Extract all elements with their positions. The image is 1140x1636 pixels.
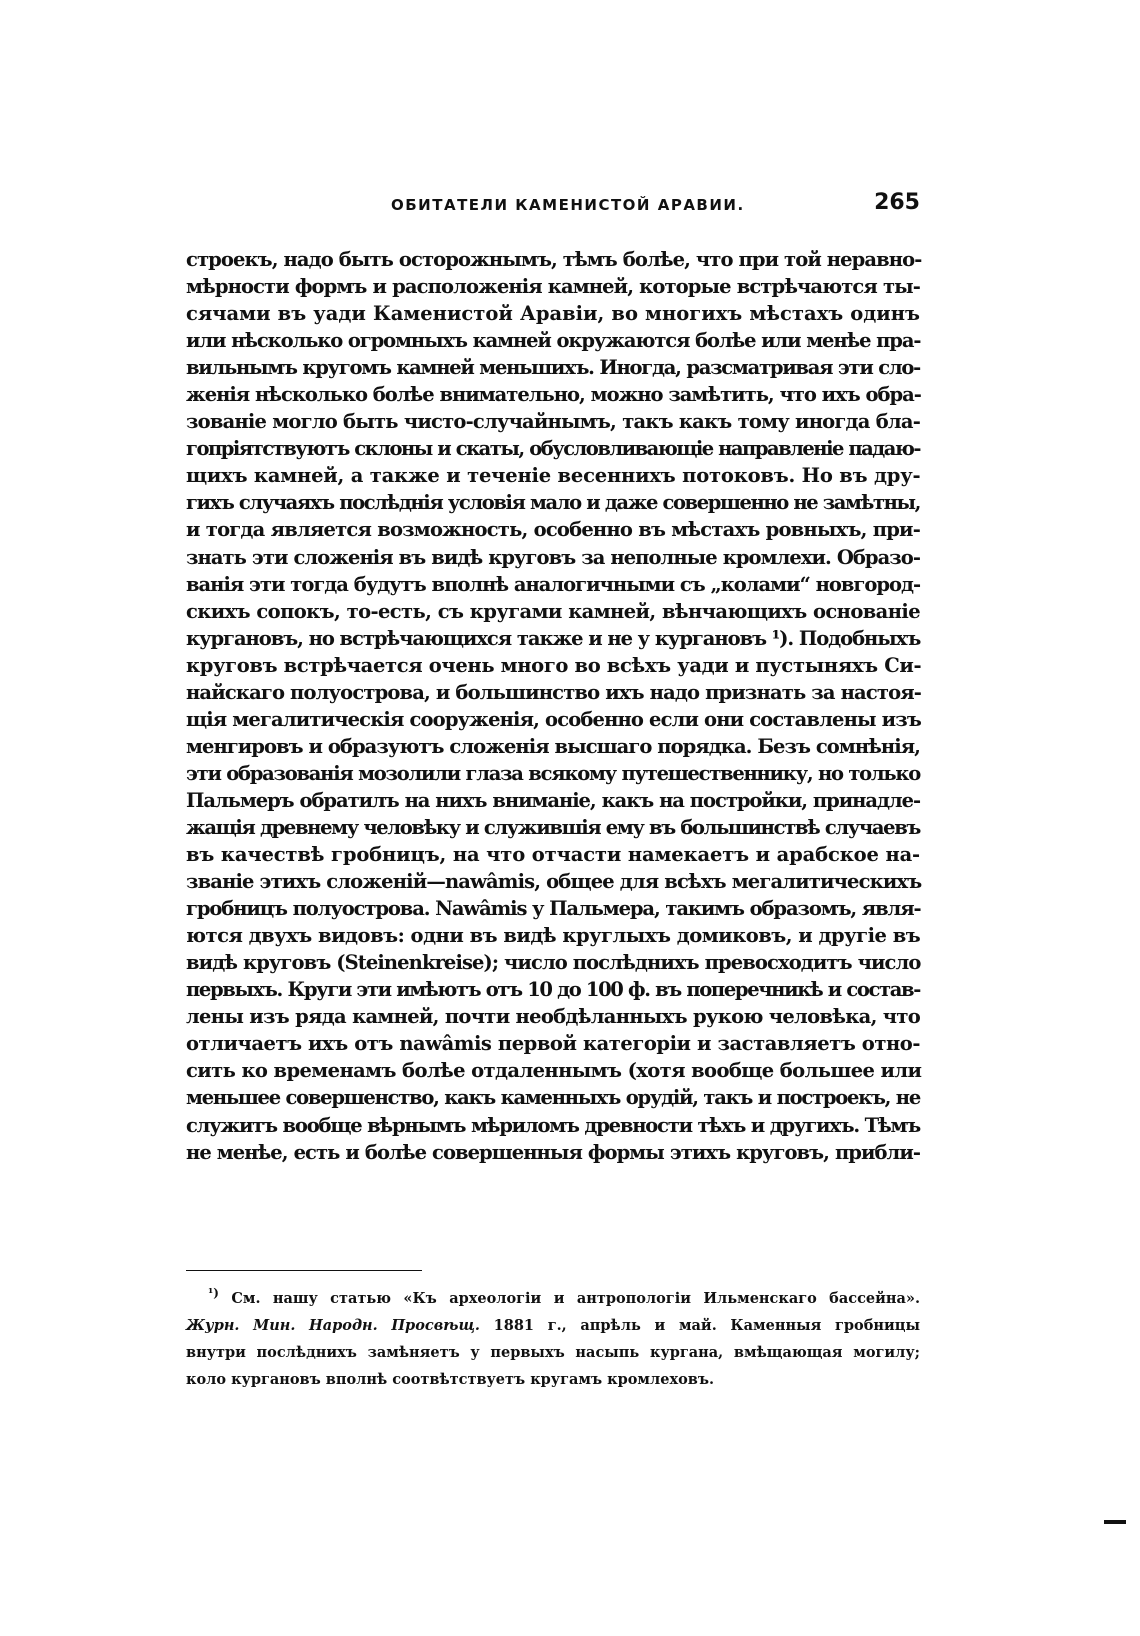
text-line: скихъ сопокъ, то-есть, съ кругами камней, вѣнчающихъ основаніе [186,599,920,623]
text-line: знать эти сложенія въ видѣ круговъ за неполные кромлехи. Образо- [186,545,920,569]
text-line: ются двухъ видовъ: одни въ видѣ круглыхъ домиковъ, и другіе въ [186,924,921,948]
text-line: мѣрности формъ и расположенія камней, которые встрѣчаются ты- [186,275,920,299]
text-line: меньшее совершенство, какъ каменныхъ орудій, такъ и построекъ, не [186,1086,920,1110]
text-line: и тогда является возможность, особенно въ мѣстахъ ровныхъ, при- [186,518,920,542]
text-line: первыхъ. Круги эти имѣютъ отъ 10 до 100 ф. въ поперечникѣ и состав- [186,978,920,1002]
text-line: сячами въ уади Каменистой Аравіи, во многихъ мѣстахъ одинъ [186,302,920,326]
text-line: отличаетъ ихъ отъ nawâmis первой категоріи и заставляетъ отно- [186,1032,920,1056]
page-number: 265 [874,190,920,215]
text-line: щія мегалитическія сооруженія, особенно если они составлены изъ [186,707,921,731]
text-line: эти образованія мозолили глаза всякому путешественнику, но только [186,761,920,785]
text-line: зованіе могло быть чисто-случайнымъ, такъ какъ тому иногда бла- [186,410,920,434]
text-line: гробницъ полуострова. Nawâmis у Пальмера, такимъ образомъ, явля- [186,897,921,921]
footnote-marker: ¹) [208,1286,219,1301]
text-line: найскаго полуострова, и большинство ихъ надо признать за настоя- [186,680,922,704]
text-line: строекъ, надо быть осторожнымъ, тѣмъ болѣе, что при той неравно- [186,248,922,271]
text-line: гихъ случаяхъ послѣднія условія мало и даже совершенно не замѣтны, [186,491,920,515]
text-line: ванія эти тогда будутъ вполнѣ аналогичными съ „колами“ новгород- [186,572,921,596]
text-line: круговъ встрѣчается очень много во всѣхъ уади и пустыняхъ Си- [186,653,922,677]
body-text [186,246,920,1166]
text-line: званіе этихъ сложеній—nawâmis, общее для всѣхъ мегалитическихъ [186,870,922,894]
text-line: служитъ вообще вѣрнымъ мѣриломъ древности тѣхъ и другихъ. Тѣмъ [186,1113,920,1137]
running-head [186,190,920,224]
text-line: вильнымъ кругомъ камней меньшихъ. Иногда, разсматривая эти сло- [186,356,920,380]
text-line: видѣ круговъ (Steinenkreise); число послѣднихъ превосходитъ число [186,951,921,975]
text-line: Пальмеръ обратилъ на нихъ вниманіе, какъ на постройки, принадле- [186,788,920,812]
text-line: не менѣе, есть и болѣе совершенныя формы этихъ круговъ, прибли- [186,1140,920,1164]
footnote-text: 1881 г., апрѣль и май. Каменныя гробницы [493,1317,920,1334]
text-line: кургановъ, но встрѣчающихся также и не у кургановъ ¹). Подобныхъ [186,626,921,650]
text-line: щихъ камней, а также и теченіе весеннихъ потоковъ. Но въ дру- [186,464,921,488]
text-line: гопріятствуютъ склоны и скаты, обусловливающіе направленіе падаю- [186,437,920,461]
footnote-line [186,1312,920,1339]
footnote-line: коло кургановъ вполнѣ соотвѣтствуетъ кругамъ кромлеховъ. [186,1371,715,1388]
margin-mark [1104,1520,1126,1524]
text-line: или нѣсколько огромныхъ камней окружаются болѣе или менѣе пра- [186,329,921,353]
running-title: ОБИТАТЕЛИ КАМЕНИСТОЙ АРАВИИ. [391,196,745,214]
footnote-line: внутри послѣднихъ замѣняетъ у первыхъ насыпь кургана, вмѣщающая могилу; [186,1344,920,1361]
text-line: женія нѣсколько болѣе внимательно, можно замѣтить, что ихъ обра- [186,383,921,407]
text-line: жащія древнему человѣку и служившія ему въ большинствѣ случаевъ [186,815,920,839]
footnote-divider [186,1270,422,1271]
text-line: въ качествѣ гробницъ, на что отчасти намекаетъ и арабское на- [186,843,920,867]
footnote [186,1285,920,1393]
journal-title: Журн. Мин. Народн. Просвѣщ. [186,1317,480,1334]
footnote-text: См. нашу статью «Къ археологіи и антропологіи Ильменскаго бассейна». [231,1290,920,1307]
text-line: сить ко временамъ болѣе отдаленнымъ (хотя вообще большее или [186,1059,922,1083]
text-line: менгировъ и образуютъ сложенія высшаго порядка. Безъ сомнѣнія, [186,734,920,758]
text-line: лены изъ ряда камней, почти необдѣланныхъ рукою человѣка, что [186,1005,921,1029]
footnote-line [186,1285,920,1312]
